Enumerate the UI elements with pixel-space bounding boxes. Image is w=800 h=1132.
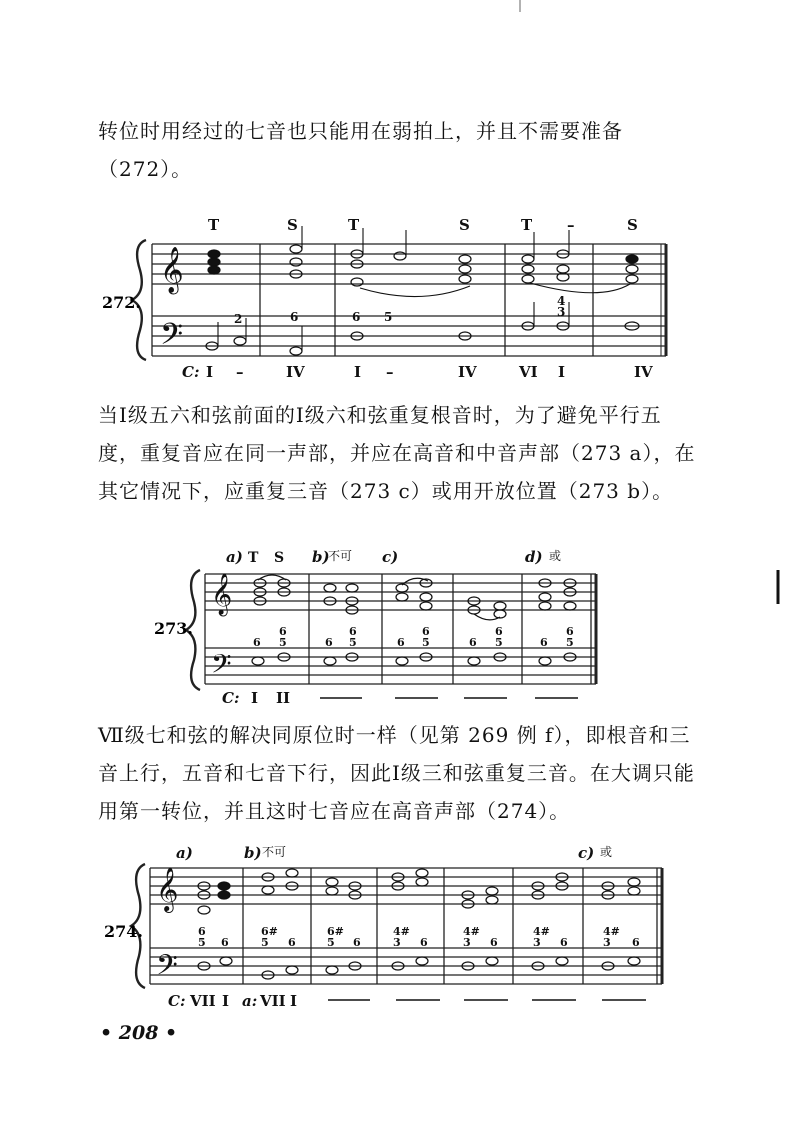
key-label: C:	[222, 689, 240, 707]
figure: 3	[463, 936, 471, 949]
figure: 6	[198, 925, 206, 938]
variant-label: b)	[244, 844, 262, 862]
variant-label: b)	[312, 548, 330, 566]
figure: 3	[603, 936, 611, 949]
variant-note: 或	[600, 845, 613, 859]
degree: II	[276, 689, 291, 707]
figure: 6	[353, 936, 361, 949]
figure: 6#	[261, 925, 278, 938]
figure: 6	[349, 625, 357, 638]
figure: 5	[279, 636, 287, 649]
degree: –	[386, 363, 394, 381]
figure: 6	[422, 625, 430, 638]
figure: 4#	[533, 925, 550, 938]
figure: 6#	[327, 925, 344, 938]
example-number-274: 274.	[104, 922, 143, 941]
key-label: C:	[182, 363, 200, 381]
degree: I	[251, 689, 259, 707]
figure: 5	[495, 636, 503, 649]
degree: VI	[519, 363, 538, 381]
svg-text:𝄞: 𝄞	[156, 867, 179, 911]
key-label: a:	[242, 992, 258, 1010]
svg-text:𝄞: 𝄞	[211, 574, 233, 615]
figure: 6	[420, 936, 428, 949]
figure: 3	[533, 936, 541, 949]
degree: VII	[260, 992, 286, 1010]
variant-label: a)	[176, 844, 193, 862]
degree: I	[206, 363, 214, 381]
paragraph-3: Ⅶ级七和弦的解决同原位时一样（见第 269 例 f），即根音和三音上行，五音和七音下行，因此Ⅰ级三和弦重复三音。在大调只能用第一转位，并且这时七音应在高音声部（274）。	[98, 723, 695, 823]
function-label: S	[627, 216, 638, 234]
figure: 4#	[603, 925, 620, 938]
figure: 6	[253, 636, 261, 649]
figure: 6	[469, 636, 477, 649]
function-label: S	[287, 216, 298, 234]
example-number-273: 273.	[154, 619, 193, 638]
figure: 6	[560, 936, 568, 949]
degree: IV	[634, 363, 653, 381]
variant-label: d)	[525, 548, 543, 566]
figure: 5	[261, 936, 269, 949]
figure: 6	[352, 310, 361, 324]
figure: 6	[325, 636, 333, 649]
degree: VII	[190, 992, 216, 1010]
svg-text:𝄞: 𝄞	[160, 247, 184, 293]
degree: I	[354, 363, 362, 381]
function-label: T	[348, 216, 360, 234]
function-label: T	[521, 216, 533, 234]
figure: 5	[422, 636, 430, 649]
figure: 4#	[393, 925, 410, 938]
function-label: T	[208, 216, 220, 234]
figure: 3	[557, 305, 566, 319]
svg-text:𝄢: 𝄢	[211, 648, 232, 686]
figure: 6	[490, 936, 498, 949]
variant-note: 不可	[262, 845, 287, 859]
figure: 6	[290, 310, 299, 324]
degree: –	[236, 363, 244, 381]
function-label: –	[567, 216, 575, 234]
function-label: S	[274, 550, 285, 566]
figure: 5	[327, 936, 335, 949]
degree: I	[558, 363, 566, 381]
paragraph-1: 转位时用经过的七音也只能用在弱拍上，并且不需要准备（272）。	[98, 119, 623, 181]
variant-label: a)	[226, 548, 243, 566]
variant-label: c)	[578, 844, 595, 862]
figure: 6	[279, 625, 287, 638]
figure: 3	[393, 936, 401, 949]
figure: 5	[384, 310, 393, 324]
degree: I	[222, 992, 230, 1010]
variant-label: c)	[382, 548, 399, 566]
function-label: T	[248, 550, 259, 566]
function-label: S	[459, 216, 470, 234]
figure: 5	[566, 636, 574, 649]
variant-note: 不可	[328, 549, 353, 563]
figure: 6	[566, 625, 574, 638]
figure: 6	[632, 936, 640, 949]
degree: IV	[458, 363, 477, 381]
figure: 2	[234, 312, 243, 326]
key-label: C:	[168, 992, 186, 1010]
svg-text:𝄢: 𝄢	[156, 949, 178, 989]
variant-note: 或	[549, 549, 562, 563]
figure: 5	[349, 636, 357, 649]
figure: 6	[540, 636, 548, 649]
figure: 6	[221, 936, 229, 949]
figure: 6	[397, 636, 405, 649]
example-number-272: 272.	[102, 293, 141, 312]
page-number: • 208 •	[100, 1022, 178, 1044]
degree: IV	[286, 363, 305, 381]
figure: 4	[557, 294, 566, 308]
paragraph-2: 当Ⅰ级五六和弦前面的Ⅰ级六和弦重复根音时，为了避免平行五度，重复音应在同一声部，并应在高音和中音声部（273 a），在其它情况下，应重复三音（273 c）或用开放位置（273 b）。	[98, 403, 696, 503]
figure: 6	[288, 936, 296, 949]
degree: I	[290, 992, 298, 1010]
figure: 5	[198, 936, 206, 949]
figure: 6	[495, 625, 503, 638]
figure: 4#	[463, 925, 480, 938]
svg-text:𝄢: 𝄢	[160, 318, 184, 359]
